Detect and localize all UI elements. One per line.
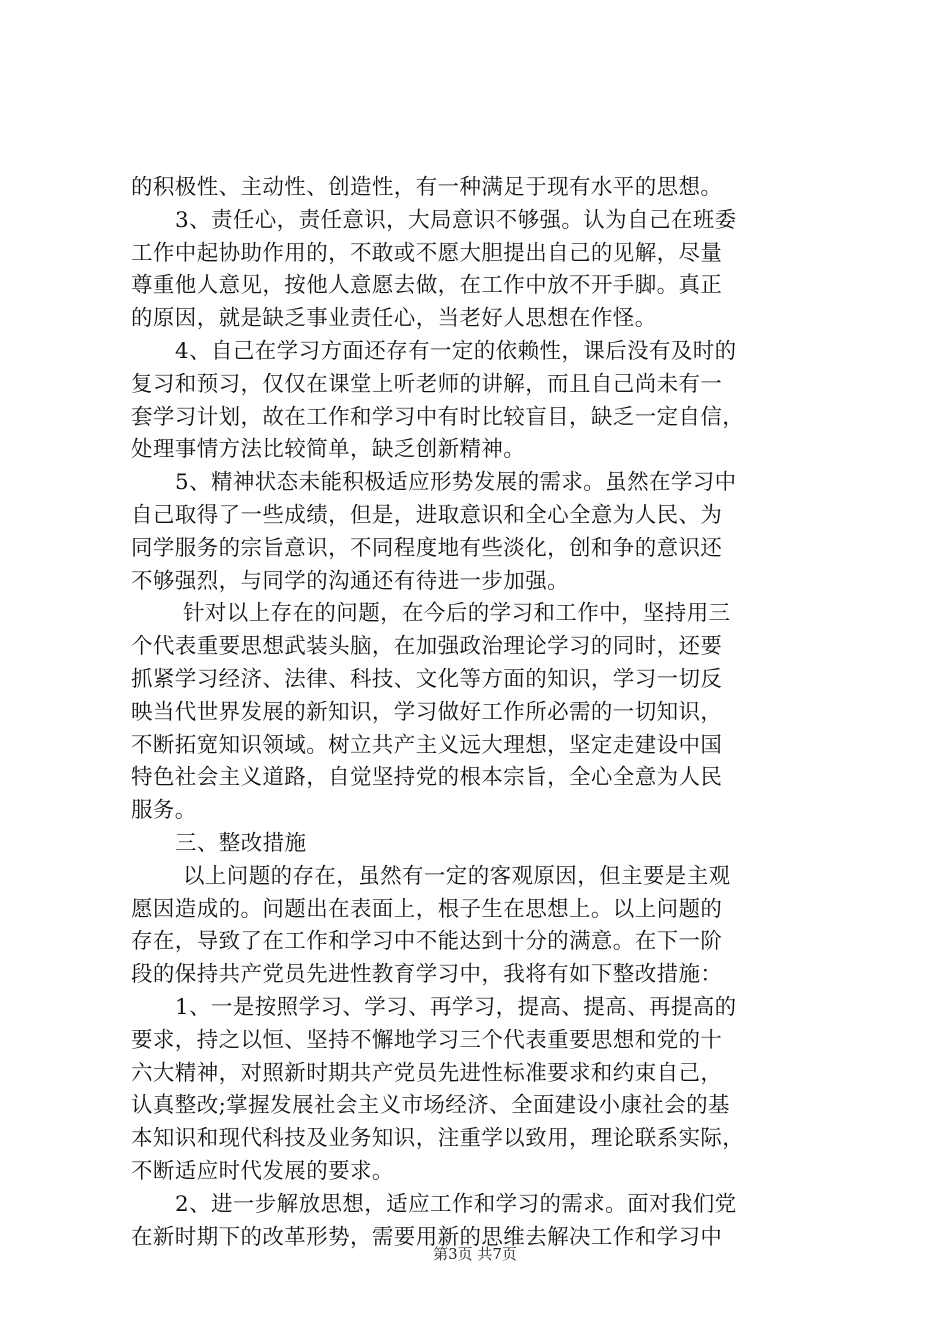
text-line: 尊重他人意见，按他人意愿去做，在工作中放不开手脚。真正 (131, 273, 723, 299)
text-line: 服务。 (131, 798, 197, 824)
text-line: 抓紧学习经济、法律、科技、文化等方面的知识，学习一切反 (131, 666, 723, 692)
text-line: 本知识和现代科技及业务知识，注重学以致用，理论联系实际， (131, 1126, 745, 1152)
text-line: 不断拓宽知识领域。树立共产主义远大理想，坚定走建设中国 (131, 732, 723, 758)
text-line: 要求，持之以恒、坚持不懈地学习三个代表重要思想和党的十 (131, 1027, 723, 1053)
document-body (131, 172, 831, 1254)
text-line: 在新时期下的改革形势，需要用新的思维去解决工作和学习中 (131, 1224, 723, 1250)
text-line: 复习和预习，仅仅在课堂上听老师的讲解，而且自己尚未有一 (131, 371, 723, 397)
text-line: 的原因，就是缺乏事业责任心，当老好人思想在作怪。 (131, 306, 657, 332)
text-line: 3、责任心，责任意识，大局意识不够强。认为自己在班委 (175, 207, 737, 233)
text-line: 4、自己在学习方面还存有一定的依赖性，课后没有及时的 (175, 338, 737, 364)
text-line: 映当代世界发展的新知识，学习做好工作所必需的一切知识， (131, 699, 723, 725)
text-line: 愿因造成的。问题出在表面上，根子生在思想上。以上问题的 (131, 896, 723, 922)
text-line: 不够强烈，与同学的沟通还有待进一步加强。 (131, 568, 570, 594)
text-line: 不断适应时代发展的要求。 (131, 1158, 394, 1184)
text-line: 工作中起协助作用的，不敢或不愿大胆提出自己的见解，尽量 (131, 240, 723, 266)
text-line: 处理事情方法比较简单，缺乏创新精神。 (131, 437, 526, 463)
text-line: 认真整改;掌握发展社会主义市场经济、全面建设小康社会的基 (131, 1093, 730, 1119)
text-line: 段的保持共产党员先进性教育学习中，我将有如下整改措施： (131, 962, 723, 988)
text-line: 2、进一步解放思想，适应工作和学习的需求。面对我们党 (175, 1191, 737, 1217)
text-line: 套学习计划，故在工作和学习中有时比较盲目，缺乏一定自信， (131, 404, 745, 430)
text-line: 5、精神状态未能积极适应形势发展的需求。虽然在学习中 (175, 470, 737, 496)
page-footer: 第3页 共7页 (433, 1245, 517, 1263)
text-line: 存在，导致了在工作和学习中不能达到十分的满意。在下一阶 (131, 929, 723, 955)
text-line: 六大精神，对照新时期共产党员先进性标准要求和约束自己， (131, 1060, 723, 1086)
text-line: 1、一是按照学习、学习、再学习，提高、提高、再提高的 (175, 994, 737, 1020)
text-line: 同学服务的宗旨意识，不同程度地有些淡化，创和争的意识还 (131, 535, 723, 561)
text-line: 以上问题的存在，虽然有一定的客观原因，但主要是主观 (183, 863, 731, 889)
text-line: 的积极性、主动性、创造性，有一种满足于现有水平的思想。 (131, 175, 723, 200)
text-line: 个代表重要思想武装头脑，在加强政治理论学习的同时，还要 (131, 634, 723, 660)
text-line: 针对以上存在的问题，在今后的学习和工作中，坚持用三 (183, 601, 731, 627)
text-line: 特色社会主义道路，自觉坚持党的根本宗旨，全心全意为人民 (131, 765, 723, 791)
section-heading: 三、整改措施 (175, 830, 307, 856)
text-line: 自己取得了一些成绩，但是，进取意识和全心全意为人民、为 (131, 502, 723, 528)
